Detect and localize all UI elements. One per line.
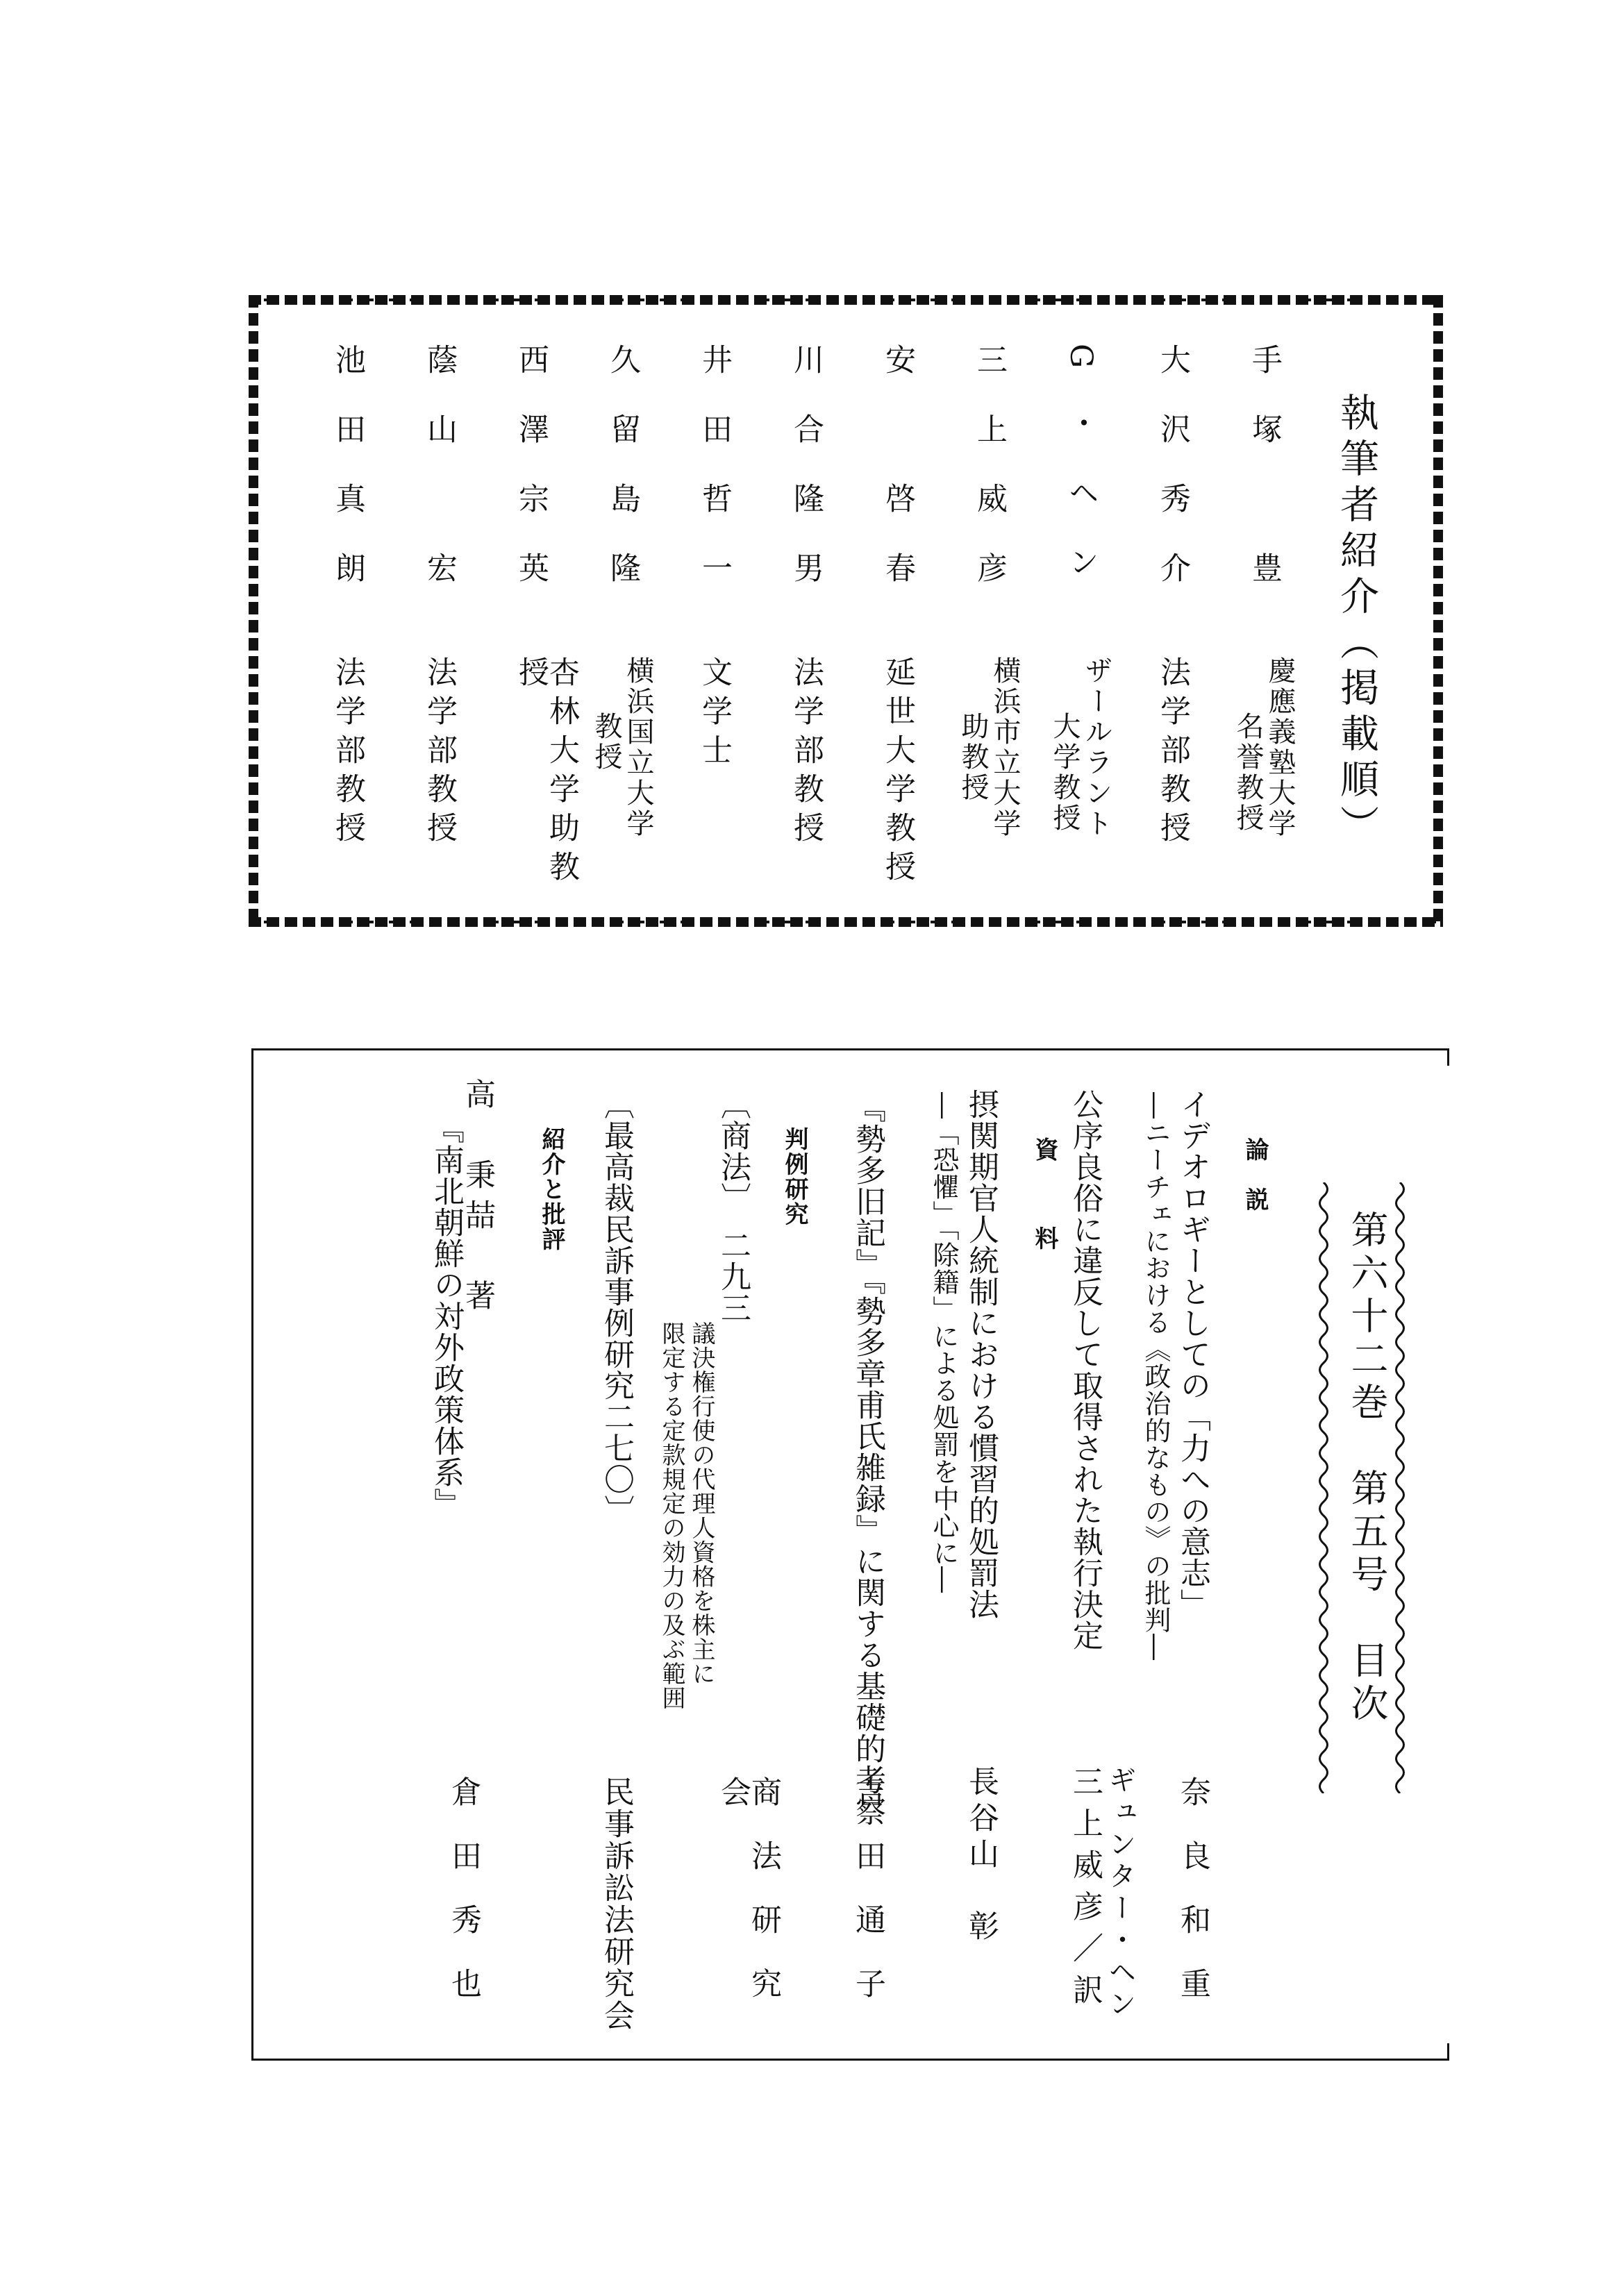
right-tick-top	[1447, 1050, 1449, 1066]
right-tick-bottom	[1447, 2043, 1449, 2059]
contributor-name: 久留島隆	[605, 344, 640, 621]
section-shokai: 紹介と批評	[537, 1127, 565, 1252]
contributor-affiliation: 法学部教授	[330, 656, 365, 850]
section-shiryo: 資 料	[1031, 1137, 1058, 1271]
bottom-border	[249, 917, 1443, 927]
toc-box	[251, 1048, 1449, 2061]
contributor-name: 池田真朗	[330, 344, 365, 621]
contributor-affiliation-line: 助教授	[957, 712, 989, 803]
entry-1-author: 奈良和重	[1175, 1776, 1210, 2031]
entry-5-subtitle-2: 限定する定款規定の効力の及ぶ範囲	[658, 1321, 685, 1710]
entry-3-title[interactable]: 摂関期官人統制における慣習的処罰法	[963, 1089, 999, 1620]
contributor-affiliation: 法学部教授	[422, 656, 457, 850]
entry-4-title[interactable]: 『勢多旧記』『勢多章甫氏雑録』に関する基礎的考察	[850, 1092, 885, 1827]
left-border	[249, 295, 258, 927]
contributor-affiliation: 文学士	[697, 656, 732, 773]
entry-2-author-original: ギュンター・ヘン	[1104, 1766, 1136, 2021]
contributor-name: 手塚 豊	[1246, 344, 1282, 621]
contributor-affiliation-line: 横浜国立大学	[622, 656, 654, 839]
contributor-name: 大沢秀介	[1155, 344, 1190, 621]
top-border	[249, 295, 1443, 305]
contributor-name: 川合隆男	[788, 344, 824, 621]
entry-7-author: 倉田秀也	[446, 1776, 481, 2031]
toc-title: 第六十二巻 第五号 目次	[1345, 1210, 1389, 1727]
entry-6-author: 民事訴訟法研究会	[599, 1776, 634, 2031]
entry-5-author: 商法研究会	[715, 1776, 781, 2031]
section-hanrei: 判例研究	[781, 1127, 808, 1227]
contributor-name: 西澤宗英	[513, 344, 549, 621]
entry-1-title[interactable]: イデオロギーとしての「力への意志」	[1175, 1089, 1210, 1620]
entry-2-title[interactable]: 公序良俗に違反して取得された執行決定	[1067, 1089, 1103, 1651]
contributor-affiliation-line: 慶應義塾大学	[1264, 656, 1296, 839]
contributor-affiliation: 延世大学教授	[880, 656, 915, 889]
contributor-affiliation-line: 教授	[590, 712, 622, 773]
entry-5-label[interactable]: 〔商法〕 二九三	[715, 1089, 751, 1323]
entry-7-line-2[interactable]: 『南北朝鮮の対外政策体系』	[428, 1113, 464, 1519]
wavy-line-right	[1392, 1182, 1408, 1793]
contributor-affiliation	[1232, 656, 1296, 839]
contributor-name: 安 啓春	[880, 344, 915, 621]
contributor-affiliation	[1049, 656, 1112, 839]
contributors-box	[249, 295, 1443, 927]
contributor-name: 井田哲一	[697, 344, 732, 621]
contributor-name: 三上威彦	[971, 344, 1007, 621]
contributor-affiliation-line: ザールラント	[1081, 656, 1112, 839]
entry-3-subtitle: ―「恐懼」「除籍」による処罰を中心に―	[928, 1092, 959, 1593]
section-ronsetsu: 論 説	[1241, 1137, 1269, 1212]
right-border	[1433, 295, 1443, 927]
entry-2-translator: 三上威彦／訳	[1067, 1766, 1103, 2016]
contributor-affiliation-line: 名誉教授	[1232, 712, 1264, 834]
contributor-affiliation-line: 大学教授	[1049, 712, 1081, 834]
contributor-affiliation	[590, 656, 654, 839]
contributor-name: G・ヘン	[1063, 344, 1099, 616]
contributor-affiliation-line: 横浜市立大学	[989, 656, 1021, 839]
contributor-affiliation: 杏林大学助教授	[513, 656, 579, 889]
entry-5-subtitle-1: 議決権行使の代理人資格を株主に	[687, 1321, 715, 1686]
entry-3-author: 長谷山 彰	[963, 1766, 999, 1946]
entry-7-line-1: 高 秉喆 著	[460, 1078, 495, 1320]
entry-6-label[interactable]: 〔最高裁民訴事例研究二七〇〕	[599, 1089, 634, 1526]
contributor-affiliation	[957, 656, 1021, 839]
contributors-title: 執筆者紹介（掲載順）	[1334, 392, 1379, 850]
entry-4-author: 吉田通子	[850, 1776, 885, 2031]
wavy-line-left	[1316, 1182, 1331, 1793]
entry-1-subtitle: ―ニーチェにおける《政治的なもの》の批判―	[1140, 1092, 1171, 1661]
contributor-name: 蔭山 宏	[422, 344, 457, 621]
contributor-affiliation: 法学部教授	[788, 656, 824, 850]
contributor-affiliation: 法学部教授	[1155, 656, 1190, 850]
